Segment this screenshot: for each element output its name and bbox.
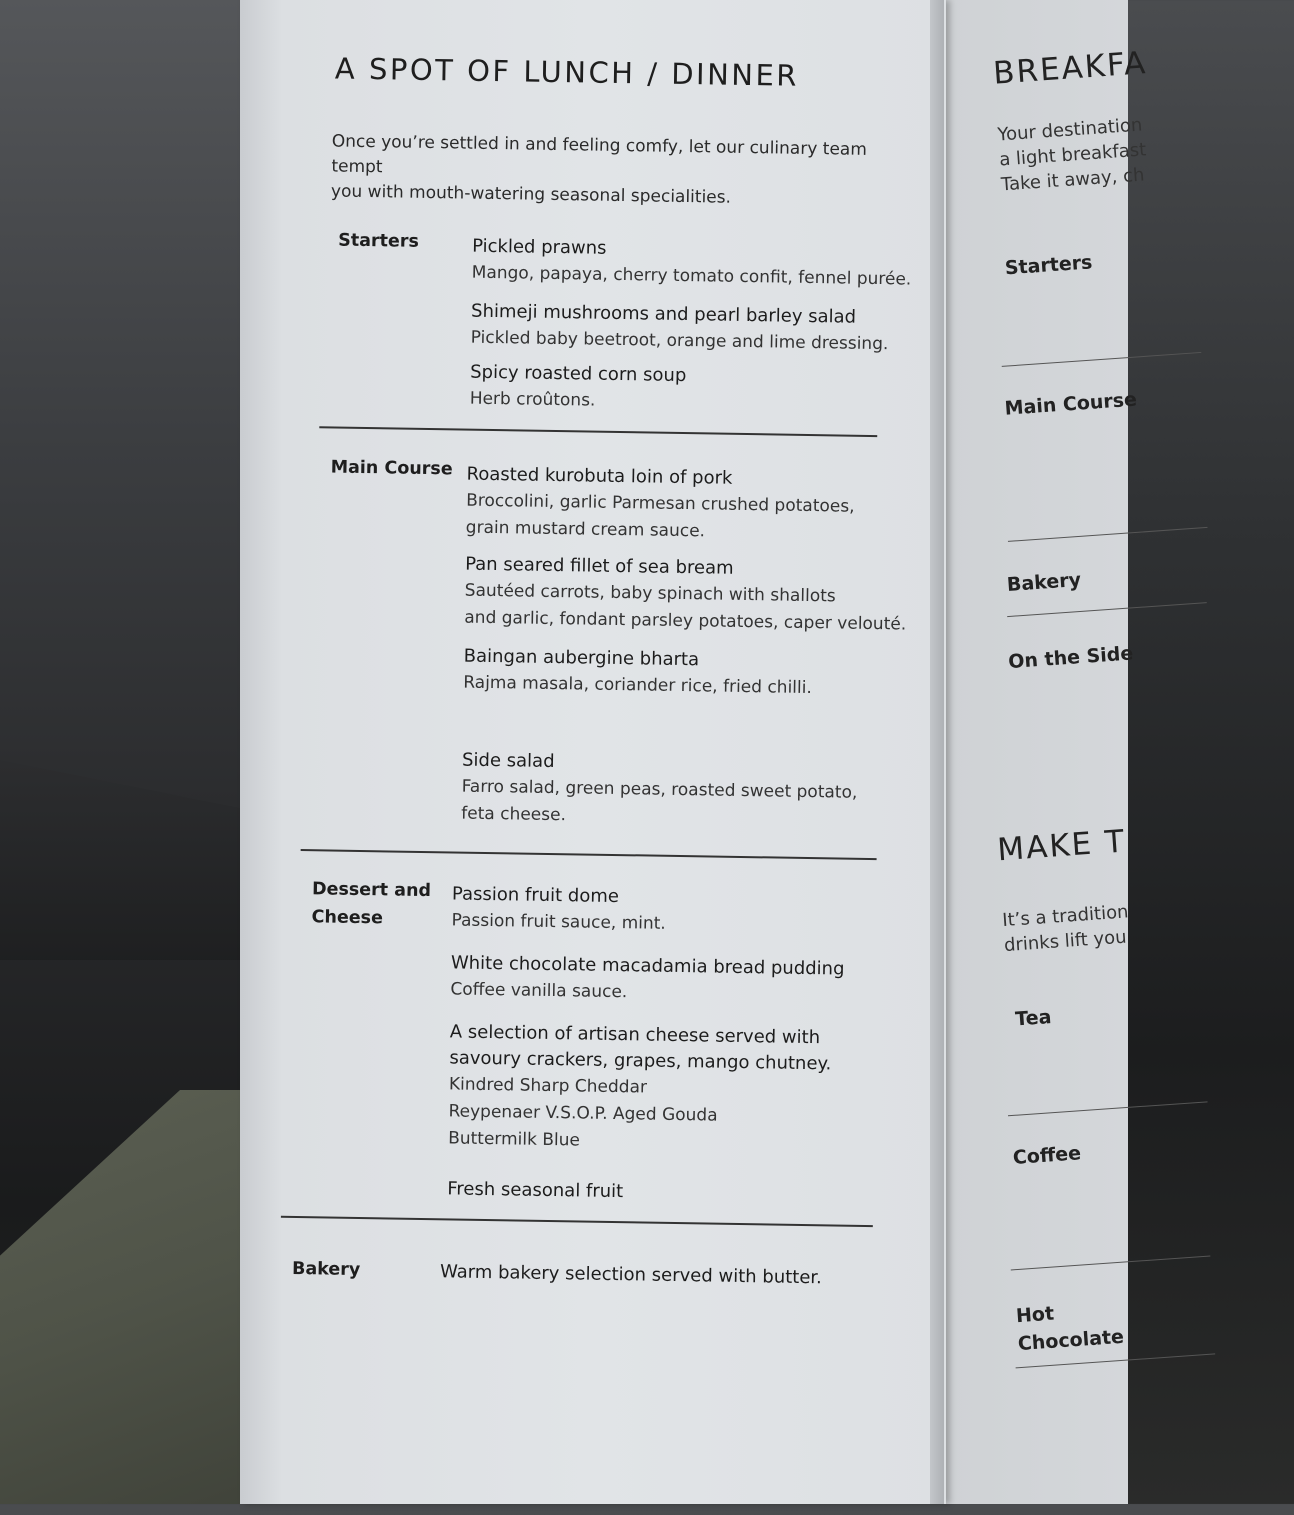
side-menu-intro-1: Your destination [996,114,1143,146]
section-label-bakery: Bakery [291,1258,361,1281]
cheese-item: Buttermilk Blue [447,1128,581,1151]
dish-name: Fresh seasonal fruit [447,1178,624,1203]
dish-description: Herb croûtons. [469,388,596,411]
dish-item [464,552,907,639]
section-divider [319,426,877,436]
dish-name: Roasted kurobuta loin of pork [466,463,733,489]
main-menu-page [240,0,946,1504]
dish-name: A selection of artisan cheese served with [449,1021,821,1049]
page-fold-edge [930,0,944,1504]
dish-name: Passion fruit dome [451,883,620,908]
dish-name: Warm bakery selection served with butter. [439,1261,823,1289]
side-menu-drinks-intro-1: It’s a tradition [1001,901,1130,932]
dish-name: Pan seared fillet of sea bream [465,553,734,579]
dish-description: Mango, papaya, cherry tomato confit, fennel purée. [471,262,912,290]
section-label-dessert-line-2: Cheese [311,907,384,929]
menu-intro-line-1: Once you’re settled in and feeling comfy, let our culinary team tempt [331,131,868,178]
cheese-item: Reypenaer V.S.O.P. Aged Gouda [448,1101,718,1126]
dish-name: White chocolate macadamia bread pudding [450,952,845,980]
dish-item [470,360,891,420]
dish-description: Rajma masala, coriander rice, fried chilli. [463,672,812,699]
dish-item [440,1259,860,1292]
side-menu-title: BREAKFA [992,45,1149,92]
side-menu-divider [1016,1353,1216,1368]
dish-item [450,950,871,1010]
dish-item [461,748,882,835]
side-menu-label-starters: Starters [1004,251,1094,280]
side-menu-label-main-course: Main Course [1003,388,1138,420]
dish-item [466,462,887,549]
dish-description: feta cheese. [461,803,567,826]
side-menu-label-tea: Tea [1014,1006,1053,1031]
dish-description: Broccolini, garlic Parmesan crushed potatoes, [466,490,855,517]
cheese-item: Kindred Sharp Cheddar [448,1074,648,1098]
side-menu-page [930,0,1149,1504]
side-menu-divider [1007,602,1207,617]
dish-description: savoury crackers, grapes, mango chutney. [449,1047,832,1075]
side-menu-divider [1002,352,1202,367]
section-label-dessert [311,875,431,933]
side-menu-intro-3: Take it away, ch [1000,164,1146,196]
dish-description: Coffee vanilla sauce. [450,979,628,1003]
side-menu-label-coffee: Coffee [1012,1142,1082,1170]
side-menu-label-on-the-side: On the Side [1007,642,1134,674]
section-label-main-course: Main Course [330,457,453,480]
dish-item [447,1176,867,1209]
dish-name: Shimeji mushrooms and pearl barley salad [470,300,857,328]
dish-name: Side salad [461,749,555,773]
side-menu-drinks-title: MAKE T [996,823,1128,869]
dish-description: and garlic, fondant parsley potatoes, caper velouté. [464,607,907,635]
side-menu-drinks-intro-2: drinks lift you [1003,926,1128,957]
dish-name: Baingan aubergine bharta [463,645,700,671]
menu-title: A SPOT OF LUNCH / DINNER [334,51,800,93]
side-menu-label-bakery: Bakery [1006,568,1082,597]
dish-name: Pickled prawns [471,235,607,259]
dish-description: Farro salad, green peas, roasted sweet potato, [461,776,858,803]
side-menu-intro-2: a light breakfast [998,139,1147,171]
dish-description: Passion fruit sauce, mint. [451,910,666,934]
section-divider [281,1216,873,1227]
dish-item [463,644,884,704]
section-label-dessert-line-1: Dessert and [311,879,432,902]
side-menu-label-chocolate: Chocolate [1017,1325,1125,1356]
section-label-starters: Starters [338,230,420,252]
section-divider [301,849,877,860]
dish-item [448,1019,870,1159]
side-menu-divider [1011,1256,1211,1271]
dish-description: grain mustard cream sauce. [465,517,706,542]
dish-item [471,299,892,359]
side-menu-divider [1008,1101,1208,1116]
side-menu-label-hot: Hot [1015,1302,1055,1328]
dish-name: Spicy roasted corn soup [470,361,687,387]
menu-intro [331,129,892,213]
dish-item [451,881,872,941]
side-menu-divider [1008,527,1208,542]
menu-intro-line-2: you with mouth-watering seasonal specialities. [330,181,732,208]
dish-description: Pickled baby beetroot, orange and lime dressing. [470,327,889,355]
dish-description: Sautéed carrots, baby spinach with shallots [464,580,836,607]
dish-item [471,234,912,294]
